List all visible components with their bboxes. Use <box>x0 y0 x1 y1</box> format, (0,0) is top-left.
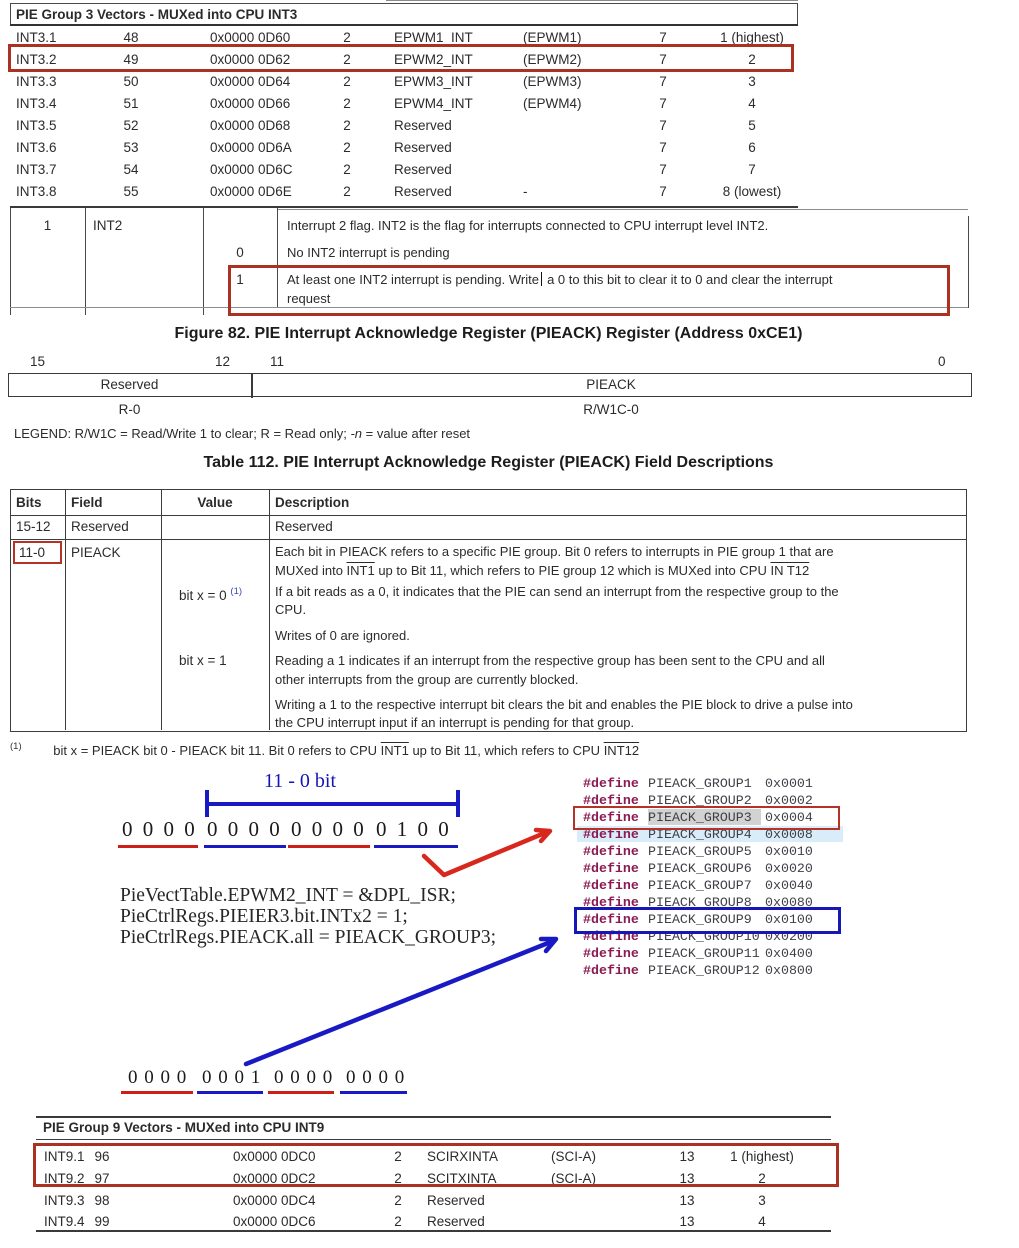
bracket-line <box>206 802 459 806</box>
define-line <box>583 776 813 792</box>
define-name: PIEACK_GROUP2 <box>648 793 752 808</box>
value-bitx0-text: bit x = 0 <box>179 588 227 603</box>
define-keyword: #define <box>583 793 639 808</box>
cell-size: 2 <box>343 140 351 155</box>
desc-seg: MUXed into <box>275 563 347 578</box>
table-line <box>10 24 798 26</box>
code-line-3: PieCtrlRegs.PIEACK.all = PIEACK_GROUP3; <box>120 927 497 948</box>
bracket-tick-left <box>205 790 209 817</box>
cell-desc: Reserved <box>275 519 333 534</box>
define-value: 0x0800 <box>765 963 813 978</box>
cell-vector-num: 97 <box>94 1171 110 1186</box>
define-value: 0x0010 <box>765 844 813 859</box>
cell-vector-name: Reserved <box>394 162 452 177</box>
table-line <box>10 206 798 208</box>
cell-vector-num: 48 <box>123 30 139 45</box>
define-keyword: #define <box>583 946 639 961</box>
cell-vector-name: EPWM1_INT <box>394 30 473 45</box>
cell-int-id: INT3.3 <box>16 74 57 89</box>
table-row <box>0 162 1019 184</box>
highlight-box-int91-int92-rows <box>33 1143 839 1187</box>
cell-vector-num: 98 <box>94 1193 110 1208</box>
cell-size: 2 <box>343 162 351 177</box>
table-line <box>269 490 270 730</box>
cell-address: 0x0000 0D6E <box>210 184 292 199</box>
cell-source: (EPWM3) <box>523 74 582 89</box>
cell-bit: 1 <box>43 218 52 233</box>
table-line <box>36 1139 831 1140</box>
cell-cpu-pri: 13 <box>679 1193 695 1208</box>
cell-cpu-pri: 7 <box>659 118 667 133</box>
define-name: PIEACK_GROUP12 <box>648 963 760 978</box>
cell-address: 0x0000 0D6A <box>210 140 292 155</box>
cell-int-id: INT3.7 <box>16 162 57 177</box>
legend-text: LEGEND: R/W1C = Read/Write 1 to clear; R = Read only; <box>14 426 351 441</box>
cell-address: 0x0000 0D6C <box>210 162 293 177</box>
cell-size: 2 <box>343 184 351 199</box>
define-keyword: #define <box>583 844 639 859</box>
define-name: PIEACK_GROUP10 <box>648 929 760 944</box>
figure82-caption: Figure 82. PIE Interrupt Acknowledge Register (PIEACK) Register (Address 0xCE1) <box>174 325 803 342</box>
table-line <box>10 3 11 24</box>
highlight-box-group9-define <box>574 907 841 934</box>
table112-caption: Table 112. PIE Interrupt Acknowledge Register (PIEACK) Field Descriptions <box>203 454 774 471</box>
cell-vector-num: 99 <box>94 1214 110 1229</box>
cell-vector-name: Reserved <box>394 184 452 199</box>
define-name: PIEACK_GROUP3 <box>648 810 752 825</box>
desc-line: the CPU interrupt input if an interrupt is pending for that group. <box>275 715 635 730</box>
cell-vector-name: Reserved <box>427 1193 485 1208</box>
define-value: 0x0001 <box>765 776 813 791</box>
reset-value-left: R-0 <box>118 402 141 417</box>
define-keyword: #define <box>583 963 639 978</box>
cell-value-bitx1: bit x = 1 <box>179 653 227 668</box>
cell-cpu-pri: 7 <box>659 96 667 111</box>
cell-cpu-pri: 13 <box>679 1214 695 1229</box>
define-line <box>583 878 813 894</box>
footnote-overline-int1: INT1 <box>380 743 409 758</box>
define-value: 0x0200 <box>765 929 813 944</box>
cell-address: 0x0000 0DC2 <box>233 1171 316 1186</box>
cell-int-id: INT9.4 <box>44 1214 85 1229</box>
underline-red <box>268 1091 334 1094</box>
cell-address: 0x0000 0D64 <box>210 74 291 89</box>
footnote-marker: (1) <box>10 741 22 752</box>
table-line <box>36 1230 831 1232</box>
table-line <box>161 490 162 730</box>
define-line <box>583 861 813 877</box>
define-name: PIEACK_GROUP6 <box>648 861 752 876</box>
cell-cpu-pri: 7 <box>659 30 667 45</box>
binary2-nibble2: 0 0 0 1 <box>202 1067 262 1088</box>
binary1-nibble3: 0 0 0 0 <box>122 817 198 841</box>
cell-size: 2 <box>343 118 351 133</box>
footnote-text: bit x = PIEACK bit 0 - PIEACK bit 11. Bit 0 refers to CPU <box>53 743 381 758</box>
define-keyword: #define <box>583 776 639 791</box>
highlight-box-int2-pending-row <box>228 265 950 316</box>
cell-vector-num: 54 <box>123 162 139 177</box>
bit-label-15: 15 <box>30 354 46 369</box>
table-line <box>65 490 66 730</box>
cell-group-pri: 1 (highest) <box>730 1149 794 1164</box>
cell-source: (SCI-A) <box>551 1171 596 1186</box>
legend-n: -n <box>350 426 363 441</box>
desc-line <box>275 563 809 579</box>
cell-vector-num: 50 <box>123 74 139 89</box>
table-line <box>36 1116 831 1118</box>
cell-value-bitx0 <box>179 584 243 603</box>
cell-size: 2 <box>394 1171 402 1186</box>
cell-source: (EPWM1) <box>523 30 582 45</box>
header-value: Value <box>197 495 233 510</box>
table-line <box>203 208 204 315</box>
desc-line: Each bit in PIEACK refers to a specific PIE group. Bit 0 refers to interrupts in PIE group 1 that are <box>275 544 834 559</box>
cell-bits: 15-12 <box>16 519 51 534</box>
cell-group-pri: 7 <box>748 162 756 177</box>
table112 <box>10 489 967 732</box>
desc-line: Writing a 1 to the respective interrupt bit clears the bit and enables the PIE block to drive a pulse into <box>275 697 853 712</box>
cell-size: 2 <box>343 52 351 67</box>
underline-blue <box>204 845 286 848</box>
define-value: 0x0040 <box>765 878 813 893</box>
cell-address: 0x0000 0D62 <box>210 52 291 67</box>
pieack-register-diagram <box>0 350 1019 420</box>
cell-int-id: INT9.1 <box>44 1149 85 1164</box>
define-keyword: #define <box>583 895 639 910</box>
cell-vector-name: SCITXINTA <box>427 1171 497 1186</box>
footnote-1 <box>10 739 639 759</box>
cell-size: 2 <box>343 30 351 45</box>
underline-red <box>118 845 198 848</box>
cell-vector-num: 55 <box>123 184 139 199</box>
cell-group-pri: 3 <box>748 74 756 89</box>
cell-vector-num: 51 <box>123 96 139 111</box>
desc-line: If a bit reads as a 0, it indicates that the PIE can send an interrupt from the respective group to the <box>275 584 839 599</box>
table-row <box>0 74 1019 96</box>
define-value: 0x0400 <box>765 946 813 961</box>
highlight-box-bits-11-0 <box>13 541 62 564</box>
cell-cpu-pri: 13 <box>679 1149 695 1164</box>
cell-address: 0x0000 0DC4 <box>233 1193 316 1208</box>
cell-group-pri: 2 <box>748 52 756 67</box>
define-value: 0x0002 <box>765 793 813 808</box>
binary2-nibble3: 0 0 0 0 <box>128 1067 188 1088</box>
table-row <box>0 184 1019 206</box>
bit-label-11: 11 <box>270 354 285 369</box>
table-line <box>11 515 966 516</box>
cell-size: 2 <box>343 74 351 89</box>
define-name: PIEACK_GROUP4 <box>648 827 752 842</box>
underline-blue <box>197 1091 263 1094</box>
cell-address: 0x0000 0DC0 <box>233 1149 316 1164</box>
cell-source: (EPWM4) <box>523 96 582 111</box>
cell-group-pri: 8 (lowest) <box>722 184 782 199</box>
underline-blue <box>374 845 458 848</box>
cell-int-id: INT9.3 <box>44 1193 85 1208</box>
table-title: PIE Group 9 Vectors - MUXed into CPU INT9 <box>43 1120 325 1135</box>
code-line-2: PieCtrlRegs.PIEIER3.bit.INTx2 = 1; <box>120 906 408 927</box>
binary2-nibble1: 0 0 0 0 <box>274 1067 334 1088</box>
cell-cpu-pri: 7 <box>659 184 667 199</box>
define-name: PIEACK_GROUP9 <box>648 912 752 927</box>
cell-vector-name: Reserved <box>394 140 452 155</box>
legend-text-post: = value after reset <box>362 426 471 441</box>
cell-vector-name: EPWM3_INT <box>394 74 473 89</box>
cell-int-id: INT3.1 <box>16 30 57 45</box>
bit-label-0: 0 <box>938 354 946 369</box>
cell-vector-name: Reserved <box>394 118 452 133</box>
highlight-box-int32-row <box>8 44 794 72</box>
bracket-tick-right <box>456 790 460 817</box>
bit-label-12: 12 <box>215 354 231 369</box>
footnote-ref-1[interactable]: (1) <box>230 586 243 597</box>
table-line <box>968 216 969 308</box>
define-value: 0x0004 <box>765 810 813 825</box>
cell-size: 2 <box>394 1214 402 1229</box>
cell-field: INT2 <box>93 218 123 233</box>
value1-desc-after-cursor: a 0 to this bit to clear it to 0 and clear the interrupt <box>543 272 833 287</box>
cell-value0: 0 <box>236 245 244 260</box>
define-line <box>583 946 813 962</box>
desc-seg-overline-int12: IN T12 <box>770 563 810 578</box>
register-field-reserved: Reserved <box>100 377 159 392</box>
code-line-1: PieVectTable.EPWM2_INT = &DPL_ISR; <box>120 885 456 906</box>
define-name: PIEACK_GROUP1 <box>648 776 752 791</box>
desc-line: Reading a 1 indicates if an interrupt from the respective group has been sent to the CPU and all <box>275 653 825 668</box>
desc-line: CPU. <box>275 602 307 617</box>
register-field-pieack: PIEACK <box>586 377 636 392</box>
cell-vector-name: EPWM4_INT <box>394 96 473 111</box>
desc-line: other interrupts from the group are currently blocked. <box>275 672 579 687</box>
footnote-overline-int12: INT12 <box>603 743 640 758</box>
cell-cpu-pri: 7 <box>659 52 667 67</box>
cell-size: 2 <box>394 1149 402 1164</box>
define-value: 0x0008 <box>765 827 813 842</box>
cell-cpu-pri: 7 <box>659 162 667 177</box>
define-value: 0x0020 <box>765 861 813 876</box>
cell-source: (EPWM2) <box>523 52 582 67</box>
table-row <box>0 1193 1019 1215</box>
highlight-box-group3-define <box>573 806 840 830</box>
cell-group-pri: 2 <box>758 1171 766 1186</box>
cell-vector-num: 52 <box>123 118 139 133</box>
table-line <box>386 0 798 1</box>
reset-value-right: R/W1C-0 <box>583 402 639 417</box>
cell-vector-name: SCIRXINTA <box>427 1149 499 1164</box>
define-name: PIEACK_GROUP5 <box>648 844 752 859</box>
cell-address: 0x0000 0D66 <box>210 96 291 111</box>
table-row <box>0 140 1019 162</box>
underline-red <box>121 1091 193 1094</box>
binary2-nibble0: 0 0 0 0 <box>346 1067 406 1088</box>
cell-address: 0x0000 0D60 <box>210 30 291 45</box>
cell-int-id: INT3.6 <box>16 140 57 155</box>
table-line <box>797 3 798 24</box>
define-keyword: #define <box>583 878 639 893</box>
cell-size: 2 <box>343 96 351 111</box>
cell-bits-11-0: 11-0 <box>19 545 46 560</box>
binary1-nibble0: 0 1 0 0 <box>376 817 452 841</box>
cell-int-id: INT3.5 <box>16 118 57 133</box>
table-line <box>85 208 86 315</box>
table-title: PIE Group 3 Vectors - MUXed into CPU INT3 <box>16 7 298 22</box>
cell-vector-num: 96 <box>94 1149 110 1164</box>
footnote-text: up to Bit 11, which refers to CPU <box>408 743 604 758</box>
cell-group-pri: 4 <box>748 96 756 111</box>
define-name: PIEACK_GROUP8 <box>648 895 752 910</box>
cell-field-pieack: PIEACK <box>71 545 121 560</box>
cell-size: 2 <box>394 1193 402 1208</box>
define-keyword: #define <box>583 912 639 927</box>
cell-source: - <box>523 184 528 199</box>
table-line <box>10 3 798 4</box>
cell-cpu-pri: 7 <box>659 140 667 155</box>
cell-group-pri: 4 <box>758 1214 766 1229</box>
cell-group-pri: 3 <box>758 1193 766 1208</box>
define-keyword: #define <box>583 810 639 825</box>
header-description: Description <box>275 495 350 510</box>
cell-value0-desc: No INT2 interrupt is pending <box>287 245 450 260</box>
define-line <box>583 963 813 979</box>
cell-vector-name: Reserved <box>427 1214 485 1229</box>
cell-int-id: INT9.2 <box>44 1171 85 1186</box>
cell-group-pri: 1 (highest) <box>720 30 784 45</box>
desc-seg-overline-int1: INT1 <box>346 563 375 578</box>
define-line <box>583 844 813 860</box>
cell-address: 0x0000 0D68 <box>210 118 291 133</box>
cell-int-id: INT3.4 <box>16 96 57 111</box>
cell-value1: 1 <box>236 272 244 287</box>
blue-arrow <box>246 939 556 1064</box>
cell-int-id: INT3.2 <box>16 52 57 67</box>
define-value: 0x0100 <box>765 912 813 927</box>
cell-field: Reserved <box>71 519 129 534</box>
table-row <box>0 96 1019 118</box>
value1-desc-before-cursor: At least one INT2 interrupt is pending. Write <box>287 272 539 287</box>
cell-int-id: INT3.8 <box>16 184 57 199</box>
cell-cpu-pri: 13 <box>679 1171 695 1186</box>
bits-range-label: 11 - 0 bit <box>264 770 337 792</box>
define-name: PIEACK_GROUP7 <box>648 878 752 893</box>
cell-vector-name: EPWM2_INT <box>394 52 473 67</box>
cell-value1-desc-line2: request <box>287 291 331 306</box>
header-bits: Bits <box>16 495 42 510</box>
cell-vector-num: 49 <box>123 52 139 67</box>
pie-group3-table <box>0 0 1019 210</box>
define-keyword: #define <box>583 827 639 842</box>
cell-cpu-pri: 7 <box>659 74 667 89</box>
desc-seg: up to Bit 11, which refers to PIE group 12 which is MUXed into CPU <box>374 563 771 578</box>
binary1-nibble1: 0 0 0 0 <box>291 817 367 841</box>
desc-line: Writes of 0 are ignored. <box>275 628 410 643</box>
cell-desc: Interrupt 2 flag. INT2 is the flag for interrupts connected to CPU interrupt level INT2. <box>287 218 769 233</box>
register-legend <box>14 426 470 441</box>
table-line <box>11 539 966 540</box>
underline-blue <box>340 1091 407 1094</box>
cell-vector-num: 53 <box>123 140 139 155</box>
table-row <box>0 1214 1019 1236</box>
define-keyword: #define <box>583 929 639 944</box>
cell-address: 0x0000 0DC6 <box>233 1214 316 1229</box>
define-value: 0x0080 <box>765 895 813 910</box>
header-field: Field <box>71 495 103 510</box>
define-name: PIEACK_GROUP11 <box>648 946 760 961</box>
cell-source: (SCI-A) <box>551 1149 596 1164</box>
define-keyword: #define <box>583 861 639 876</box>
underline-red <box>288 845 370 848</box>
cell-group-pri: 6 <box>748 140 756 155</box>
cell-group-pri: 5 <box>748 118 756 133</box>
binary1-nibble2: 0 0 0 0 <box>207 817 283 841</box>
table-line <box>277 209 968 210</box>
table-row <box>0 118 1019 140</box>
